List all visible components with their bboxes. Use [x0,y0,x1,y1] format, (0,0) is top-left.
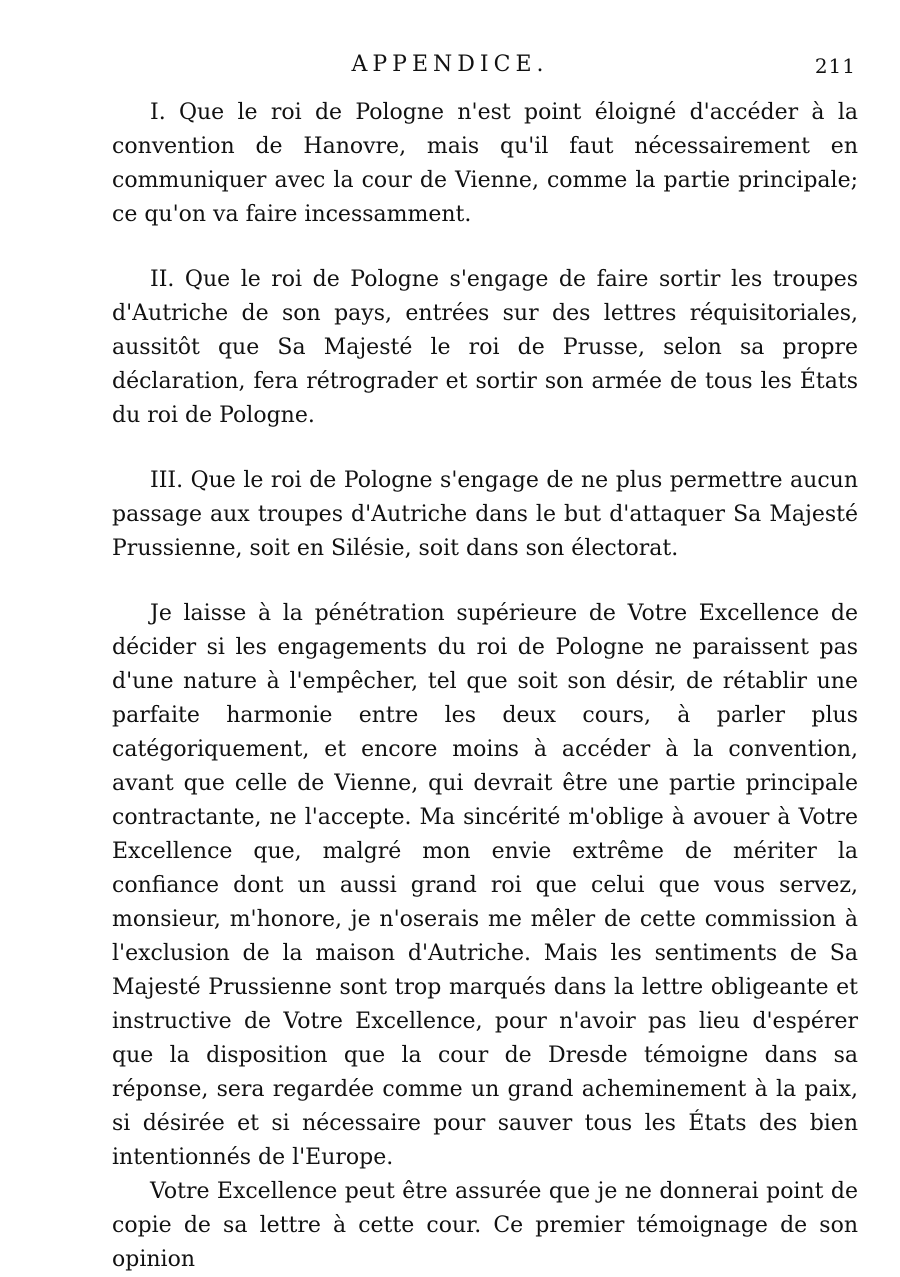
paragraph-article-1: I. Que le roi de Pologne n'est point éloigné d'accéder à la convention de Hanovre, mais qu'il faut nécessairement en communiquer avec la cour de Vienne, comme la partie principale; ce qu'on va faire incessamment. [112,100,858,227]
page-header [0,52,900,82]
paragraph-letter-body: Je laisse à la pénétration supérieure de Votre Excellence de décider si les engagements du roi de Pologne ne paraissent pas d'une nature à l'empêcher, tel que soit son désir, de rétablir une parfaite harmonie entre les deux cours, à parler plus catégoriquement, et encore moins à accéder à la convention, avant que celle de Vienne, qui devrait être une partie principale contractante, ne l'accepte. Ma sincérité m'oblige à avouer à Votre Excellence que, malgré mon envie extrême de mériter la confiance dont un aussi grand roi que celui que vous servez, monsieur, m'honore, je n'oserais me mêler de cette commission à l'exclusion de la maison d'Autriche. Mais les sentiments de Sa Majesté Prussienne sont trop marqués dans la lettre obligeante et instructive de Votre Excellence, pour n'avoir pas lieu d'espérer que la disposition que la cour de Dresde témoigne dans sa réponse, sera regardée comme un grand acheminement à la paix, si désirée et si nécessaire pour sauver tous les États des bien intentionnés de l'Europe. [112,601,858,1170]
running-title: APPENDICE. [351,52,549,77]
page-number: 211 [814,54,856,78]
body-text [112,96,858,1277]
paragraph-letter-continuation: Votre Excellence peut être assurée que je ne donnerai point de copie de sa lettre à cette cour. Ce premier témoignage de son opinion [112,1179,858,1272]
paragraph-article-2: II. Que le roi de Pologne s'engage de faire sortir les troupes d'Autriche de son pays, entrées sur des lettres réquisitoriales, aussitôt que Sa Majesté le roi de Prusse, selon sa propre déclaration, fera rétrograder et sortir son armée de tous les États du roi de Pologne. [112,267,858,428]
paragraph-article-3: III. Que le roi de Pologne s'engage de ne plus permettre aucun passage aux troupes d'Autriche dans le but d'attaquer Sa Majesté Prussienne, soit en Silésie, soit dans son électorat. [112,468,858,561]
